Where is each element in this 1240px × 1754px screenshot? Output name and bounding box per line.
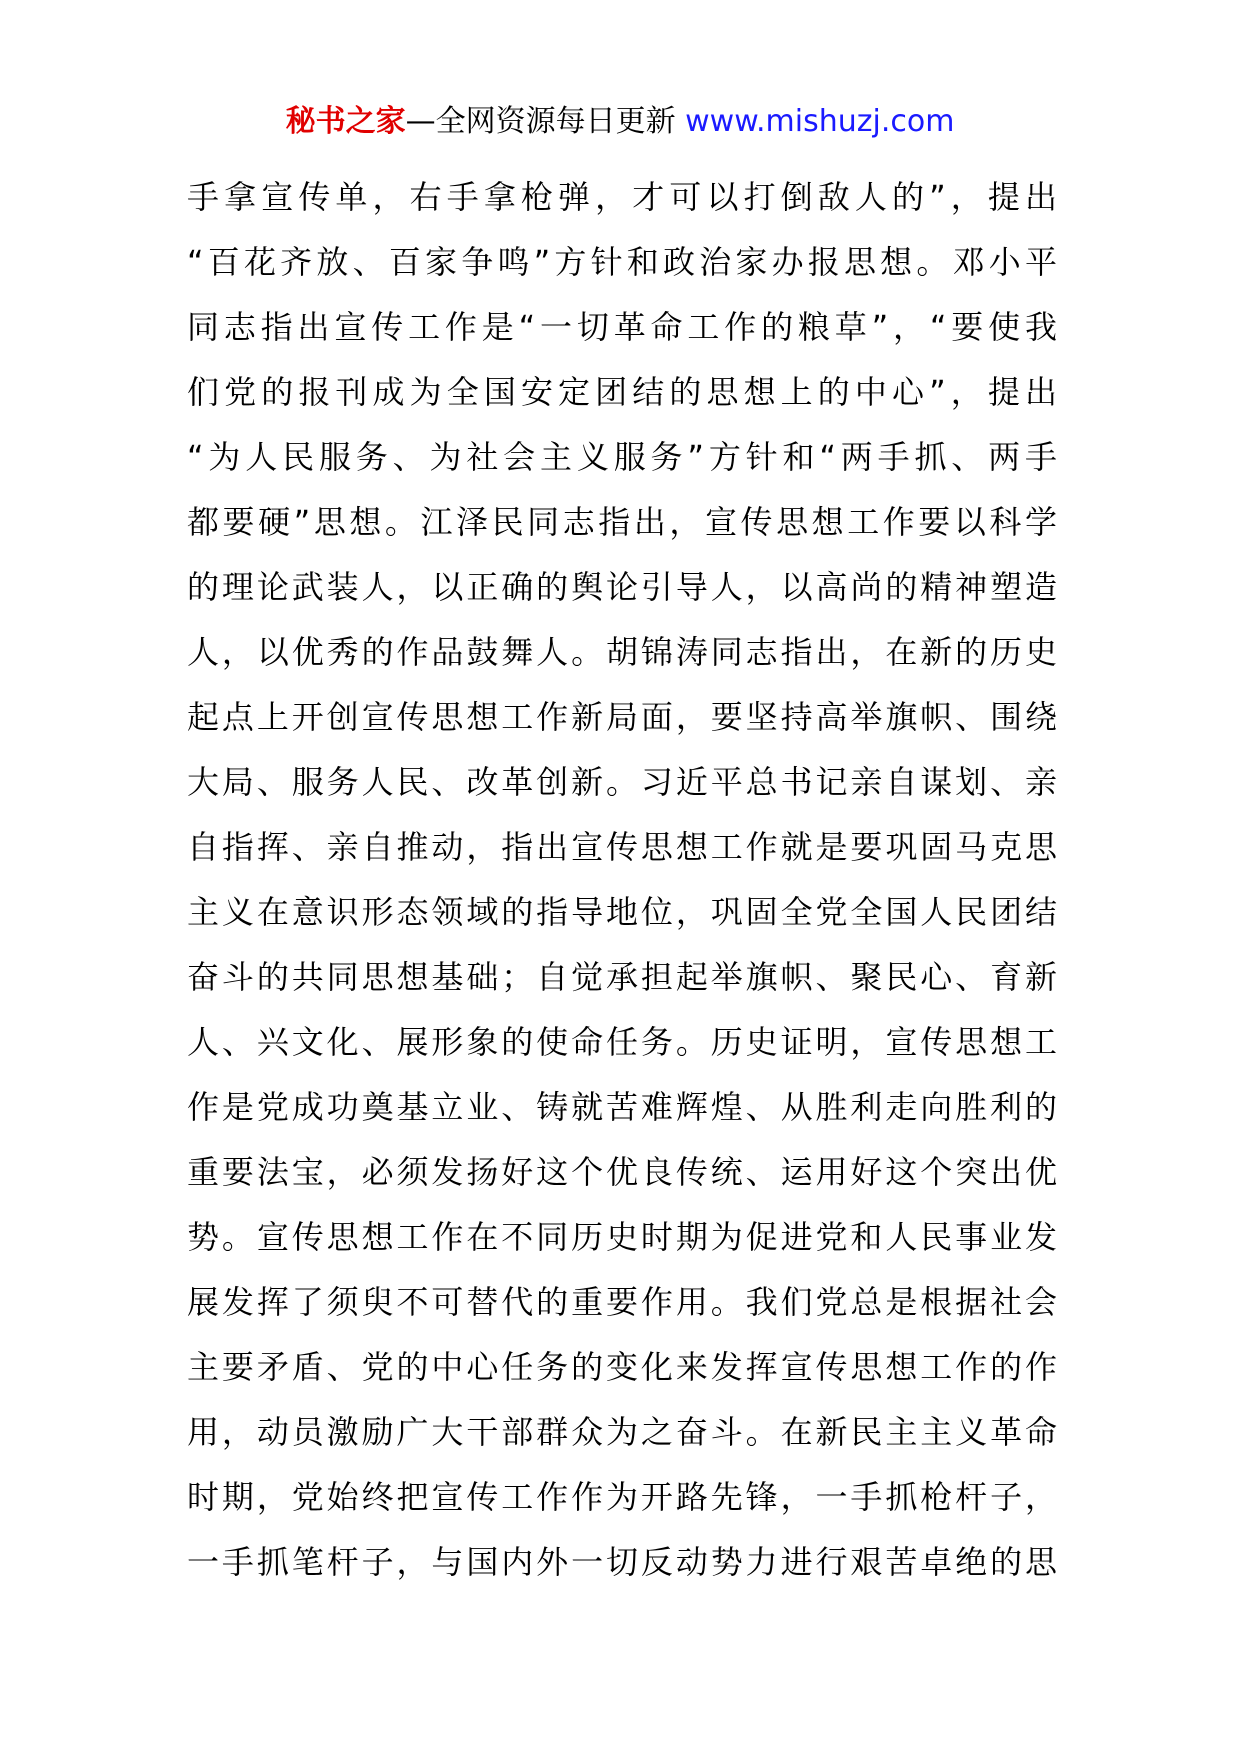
text-line: 奋斗的共同思想基础；自觉承担起举旗帜、聚民心、育新 — [187, 958, 1057, 996]
text-line: 时期，党始终把宣传工作作为开路先锋，一手抓枪杆子， — [187, 1478, 1057, 1516]
brand-name: 秘书之家 — [285, 104, 406, 139]
text-line: 主义在意识形态领域的指导地位，巩固全党全国人民团结 — [187, 893, 1057, 931]
header-tagline: —全网资源每日更新 — [405, 104, 686, 139]
text-line: 们党的报刊成为全国安定团结的思想上的中心”，提出 — [187, 373, 1057, 411]
page-header — [0, 100, 1240, 144]
text-line: 同志指出宣传工作是“一切革命工作的粮草”，“要使我 — [187, 308, 1057, 346]
text-line: 展发挥了须臾不可替代的重要作用。我们党总是根据社会 — [187, 1283, 1057, 1321]
text-line: 一手抓笔杆子，与国内外一切反动势力进行艰苦卓绝的思 — [187, 1543, 1057, 1581]
text-line: 都要硬”思想。江泽民同志指出，宣传思想工作要以科学 — [187, 503, 1057, 541]
text-line: 用，动员激励广大干部群众为之奋斗。在新民主主义革命 — [187, 1413, 1057, 1451]
text-line: “为人民服务、为社会主义服务”方针和“两手抓、两手 — [187, 438, 1057, 476]
text-line: 主要矛盾、党的中心任务的变化来发挥宣传思想工作的作 — [187, 1348, 1057, 1386]
text-line: “百花齐放、百家争鸣”方针和政治家办报思想。邓小平 — [187, 243, 1057, 281]
text-line: 人、兴文化、展形象的使命任务。历史证明，宣传思想工 — [187, 1023, 1057, 1061]
text-line: 大局、服务人民、改革创新。习近平总书记亲自谋划、亲 — [187, 763, 1057, 801]
text-line: 人，以优秀的作品鼓舞人。胡锦涛同志指出，在新的历史 — [187, 633, 1057, 671]
text-line: 自指挥、亲自推动，指出宣传思想工作就是要巩固马克思 — [187, 828, 1057, 866]
text-line: 重要法宝，必须发扬好这个优良传统、运用好这个突出优 — [187, 1153, 1057, 1191]
body-text — [187, 165, 1057, 1595]
text-line: 起点上开创宣传思想工作新局面，要坚持高举旗帜、围绕 — [187, 698, 1057, 736]
text-line: 作是党成功奠基立业、铸就苦难辉煌、从胜利走向胜利的 — [187, 1088, 1057, 1126]
text-line: 势。宣传思想工作在不同历史时期为促进党和人民事业发 — [187, 1218, 1057, 1256]
site-url-link[interactable]: www.mishuzj.com — [685, 104, 955, 139]
text-line: 的理论武装人，以正确的舆论引导人，以高尚的精神塑造 — [187, 568, 1057, 606]
text-line: 手拿宣传单，右手拿枪弹，才可以打倒敌人的”，提出 — [187, 178, 1057, 216]
